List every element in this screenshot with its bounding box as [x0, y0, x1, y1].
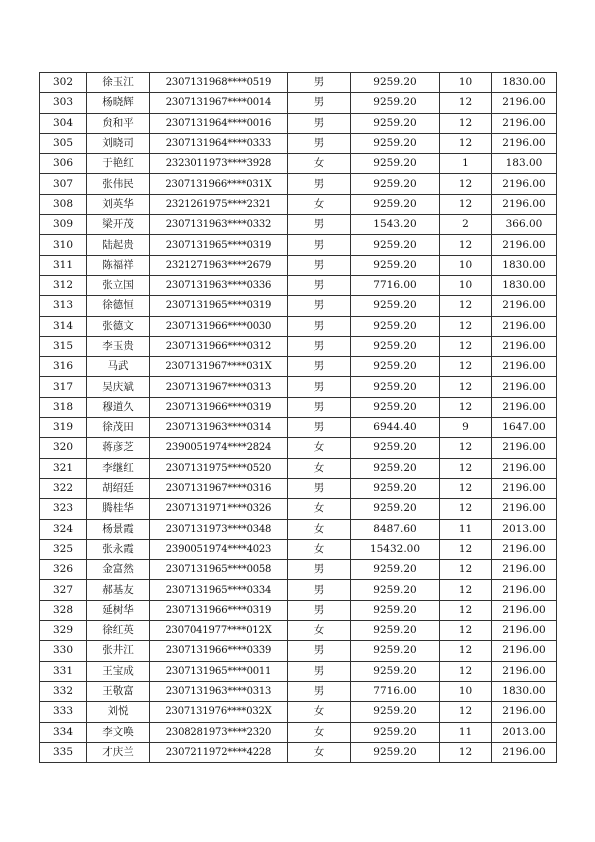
table-row [40, 499, 557, 519]
table-row [40, 519, 557, 539]
gender-cell: 男 [288, 560, 351, 580]
gender-cell: 男 [288, 661, 351, 681]
name-cell: 延树华 [87, 600, 150, 620]
data-table [39, 72, 557, 763]
id-number-cell: 2307131964****0333 [150, 133, 288, 153]
id-number-cell: 2307041977****012X [150, 621, 288, 641]
amount-cell: 6944.40 [351, 418, 440, 438]
months-cell: 12 [440, 93, 492, 113]
id-number-cell: 2307131963****0336 [150, 275, 288, 295]
id-number-cell: 2307131967****031X [150, 357, 288, 377]
months-cell: 12 [440, 742, 492, 762]
table-row [40, 377, 557, 397]
name-cell: 徐德恒 [87, 296, 150, 316]
subsidy-cell: 1830.00 [492, 681, 557, 701]
table-row [40, 255, 557, 275]
table-row [40, 702, 557, 722]
table-row [40, 113, 557, 133]
subsidy-cell: 2196.00 [492, 539, 557, 559]
name-cell: 梁开茂 [87, 215, 150, 235]
gender-cell: 男 [288, 580, 351, 600]
subsidy-cell: 2196.00 [492, 316, 557, 336]
amount-cell: 9259.20 [351, 478, 440, 498]
table-row [40, 133, 557, 153]
row-number: 317 [40, 377, 87, 397]
gender-cell: 男 [288, 478, 351, 498]
gender-cell: 男 [288, 235, 351, 255]
name-cell: 张井江 [87, 641, 150, 661]
id-number-cell: 2321271963****2679 [150, 255, 288, 275]
subsidy-cell: 2196.00 [492, 742, 557, 762]
row-number: 323 [40, 499, 87, 519]
row-number: 321 [40, 458, 87, 478]
name-cell: 徐红英 [87, 621, 150, 641]
table-row [40, 722, 557, 742]
table-row [40, 235, 557, 255]
table-body [40, 73, 557, 763]
months-cell: 12 [440, 621, 492, 641]
name-cell: 杨景霞 [87, 519, 150, 539]
gender-cell: 男 [288, 296, 351, 316]
months-cell: 12 [440, 641, 492, 661]
id-number-cell: 2307131975****0520 [150, 458, 288, 478]
name-cell: 王敬富 [87, 681, 150, 701]
row-number: 333 [40, 702, 87, 722]
months-cell: 12 [440, 235, 492, 255]
amount-cell: 9259.20 [351, 377, 440, 397]
gender-cell: 男 [288, 681, 351, 701]
months-cell: 12 [440, 600, 492, 620]
amount-cell: 15432.00 [351, 539, 440, 559]
row-number: 324 [40, 519, 87, 539]
amount-cell: 9259.20 [351, 621, 440, 641]
name-cell: 刘悦 [87, 702, 150, 722]
id-number-cell: 2307131963****0313 [150, 681, 288, 701]
id-number-cell: 2307131966****0319 [150, 397, 288, 417]
name-cell: 穆道久 [87, 397, 150, 417]
months-cell: 10 [440, 681, 492, 701]
row-number: 316 [40, 357, 87, 377]
name-cell: 陈福祥 [87, 255, 150, 275]
amount-cell: 9259.20 [351, 93, 440, 113]
months-cell: 12 [440, 336, 492, 356]
id-number-cell: 2307131963****0332 [150, 215, 288, 235]
name-cell: 李继红 [87, 458, 150, 478]
row-number: 330 [40, 641, 87, 661]
months-cell: 12 [440, 580, 492, 600]
amount-cell: 9259.20 [351, 113, 440, 133]
id-number-cell: 2308281973****2320 [150, 722, 288, 742]
id-number-cell: 2307131965****0319 [150, 235, 288, 255]
subsidy-cell: 2196.00 [492, 336, 557, 356]
name-cell: 刘英华 [87, 194, 150, 214]
id-number-cell: 2307131965****0334 [150, 580, 288, 600]
amount-cell: 9259.20 [351, 194, 440, 214]
months-cell: 12 [440, 133, 492, 153]
row-number: 332 [40, 681, 87, 701]
amount-cell: 9259.20 [351, 702, 440, 722]
table-row [40, 438, 557, 458]
table-row [40, 275, 557, 295]
id-number-cell: 2307131966****0030 [150, 316, 288, 336]
months-cell: 12 [440, 438, 492, 458]
amount-cell: 9259.20 [351, 600, 440, 620]
gender-cell: 女 [288, 722, 351, 742]
subsidy-cell: 2196.00 [492, 702, 557, 722]
table-row [40, 296, 557, 316]
name-cell: 张永霞 [87, 539, 150, 559]
gender-cell: 女 [288, 458, 351, 478]
table-row [40, 194, 557, 214]
months-cell: 10 [440, 255, 492, 275]
subsidy-cell: 2196.00 [492, 661, 557, 681]
gender-cell: 男 [288, 174, 351, 194]
table-row [40, 418, 557, 438]
subsidy-cell: 2196.00 [492, 621, 557, 641]
gender-cell: 女 [288, 499, 351, 519]
amount-cell: 9259.20 [351, 235, 440, 255]
id-number-cell: 2307131965****0058 [150, 560, 288, 580]
row-number: 313 [40, 296, 87, 316]
amount-cell: 9259.20 [351, 560, 440, 580]
id-number-cell: 2307131965****0319 [150, 296, 288, 316]
gender-cell: 男 [288, 73, 351, 93]
subsidy-cell: 2196.00 [492, 438, 557, 458]
months-cell: 12 [440, 539, 492, 559]
table-row [40, 458, 557, 478]
name-cell: 于艳红 [87, 154, 150, 174]
months-cell: 10 [440, 275, 492, 295]
table-row [40, 73, 557, 93]
row-number: 307 [40, 174, 87, 194]
id-number-cell: 2307131976****032X [150, 702, 288, 722]
amount-cell: 9259.20 [351, 580, 440, 600]
subsidy-cell: 2013.00 [492, 722, 557, 742]
row-number: 306 [40, 154, 87, 174]
months-cell: 12 [440, 194, 492, 214]
name-cell: 徐玉江 [87, 73, 150, 93]
name-cell: 陆起贵 [87, 235, 150, 255]
amount-cell: 1543.20 [351, 215, 440, 235]
months-cell: 12 [440, 702, 492, 722]
table-row [40, 641, 557, 661]
months-cell: 12 [440, 357, 492, 377]
row-number: 325 [40, 539, 87, 559]
name-cell: 徐茂田 [87, 418, 150, 438]
gender-cell: 女 [288, 154, 351, 174]
amount-cell: 7716.00 [351, 681, 440, 701]
row-number: 303 [40, 93, 87, 113]
gender-cell: 女 [288, 702, 351, 722]
table-row [40, 681, 557, 701]
gender-cell: 男 [288, 113, 351, 133]
row-number: 334 [40, 722, 87, 742]
row-number: 310 [40, 235, 87, 255]
name-cell: 吴庆斌 [87, 377, 150, 397]
subsidy-cell: 2196.00 [492, 600, 557, 620]
id-number-cell: 2307131966****0339 [150, 641, 288, 661]
name-cell: 张德文 [87, 316, 150, 336]
months-cell: 12 [440, 316, 492, 336]
row-number: 305 [40, 133, 87, 153]
name-cell: 金富然 [87, 560, 150, 580]
subsidy-cell: 2196.00 [492, 194, 557, 214]
table-row [40, 478, 557, 498]
amount-cell: 9259.20 [351, 499, 440, 519]
subsidy-cell: 183.00 [492, 154, 557, 174]
months-cell: 12 [440, 499, 492, 519]
name-cell: 李玉贵 [87, 336, 150, 356]
table-row [40, 336, 557, 356]
amount-cell: 9259.20 [351, 397, 440, 417]
subsidy-cell: 366.00 [492, 215, 557, 235]
table-row [40, 174, 557, 194]
subsidy-cell: 2196.00 [492, 377, 557, 397]
gender-cell: 男 [288, 397, 351, 417]
table-row [40, 560, 557, 580]
months-cell: 12 [440, 377, 492, 397]
months-cell: 12 [440, 113, 492, 133]
subsidy-cell: 2196.00 [492, 133, 557, 153]
months-cell: 9 [440, 418, 492, 438]
gender-cell: 男 [288, 215, 351, 235]
id-number-cell: 2307131966****031X [150, 174, 288, 194]
gender-cell: 男 [288, 357, 351, 377]
gender-cell: 男 [288, 316, 351, 336]
subsidy-cell: 2196.00 [492, 499, 557, 519]
gender-cell: 女 [288, 438, 351, 458]
table-row [40, 93, 557, 113]
id-number-cell: 2321261975****2321 [150, 194, 288, 214]
id-number-cell: 2307131967****0316 [150, 478, 288, 498]
amount-cell: 9259.20 [351, 357, 440, 377]
subsidy-cell: 1830.00 [492, 275, 557, 295]
amount-cell: 9259.20 [351, 154, 440, 174]
table-row [40, 661, 557, 681]
gender-cell: 女 [288, 194, 351, 214]
amount-cell: 7716.00 [351, 275, 440, 295]
name-cell: 张伟民 [87, 174, 150, 194]
row-number: 329 [40, 621, 87, 641]
subsidy-cell: 1647.00 [492, 418, 557, 438]
id-number-cell: 2307131968****0519 [150, 73, 288, 93]
row-number: 318 [40, 397, 87, 417]
gender-cell: 女 [288, 539, 351, 559]
gender-cell: 男 [288, 336, 351, 356]
row-number: 309 [40, 215, 87, 235]
amount-cell: 9259.20 [351, 296, 440, 316]
table-row [40, 154, 557, 174]
row-number: 315 [40, 336, 87, 356]
name-cell: 王宝成 [87, 661, 150, 681]
subsidy-cell: 2196.00 [492, 397, 557, 417]
row-number: 311 [40, 255, 87, 275]
id-number-cell: 2307131965****0011 [150, 661, 288, 681]
row-number: 327 [40, 580, 87, 600]
months-cell: 12 [440, 661, 492, 681]
months-cell: 10 [440, 73, 492, 93]
name-cell: 胡绍廷 [87, 478, 150, 498]
months-cell: 1 [440, 154, 492, 174]
amount-cell: 9259.20 [351, 661, 440, 681]
id-number-cell: 2307211972****4228 [150, 742, 288, 762]
subsidy-cell: 1830.00 [492, 73, 557, 93]
table-row [40, 397, 557, 417]
gender-cell: 女 [288, 519, 351, 539]
id-number-cell: 2307131973****0348 [150, 519, 288, 539]
name-cell: 李文唤 [87, 722, 150, 742]
gender-cell: 男 [288, 377, 351, 397]
table-row [40, 600, 557, 620]
row-number: 302 [40, 73, 87, 93]
table-row [40, 580, 557, 600]
id-number-cell: 2307131971****0326 [150, 499, 288, 519]
amount-cell: 9259.20 [351, 641, 440, 661]
table-row [40, 539, 557, 559]
months-cell: 12 [440, 560, 492, 580]
subsidy-cell: 1830.00 [492, 255, 557, 275]
name-cell: 蒋彦芝 [87, 438, 150, 458]
id-number-cell: 2307131966****0312 [150, 336, 288, 356]
row-number: 320 [40, 438, 87, 458]
table-row [40, 742, 557, 762]
amount-cell: 9259.20 [351, 438, 440, 458]
gender-cell: 男 [288, 255, 351, 275]
subsidy-cell: 2196.00 [492, 478, 557, 498]
amount-cell: 9259.20 [351, 722, 440, 742]
amount-cell: 9259.20 [351, 742, 440, 762]
months-cell: 11 [440, 722, 492, 742]
gender-cell: 男 [288, 641, 351, 661]
name-cell: 才庆兰 [87, 742, 150, 762]
row-number: 312 [40, 275, 87, 295]
table-row [40, 357, 557, 377]
table-row [40, 215, 557, 235]
row-number: 322 [40, 478, 87, 498]
row-number: 304 [40, 113, 87, 133]
row-number: 308 [40, 194, 87, 214]
row-number: 331 [40, 661, 87, 681]
subsidy-cell: 2196.00 [492, 560, 557, 580]
amount-cell: 9259.20 [351, 336, 440, 356]
subsidy-cell: 2196.00 [492, 580, 557, 600]
id-number-cell: 2390051974****4023 [150, 539, 288, 559]
id-number-cell: 2323011973****3928 [150, 154, 288, 174]
subsidy-cell: 2013.00 [492, 519, 557, 539]
gender-cell: 男 [288, 93, 351, 113]
months-cell: 12 [440, 458, 492, 478]
amount-cell: 9259.20 [351, 73, 440, 93]
id-number-cell: 2307131967****0313 [150, 377, 288, 397]
table-row [40, 316, 557, 336]
gender-cell: 女 [288, 621, 351, 641]
name-cell: 马武 [87, 357, 150, 377]
months-cell: 11 [440, 519, 492, 539]
subsidy-cell: 2196.00 [492, 174, 557, 194]
subsidy-cell: 2196.00 [492, 641, 557, 661]
gender-cell: 男 [288, 600, 351, 620]
months-cell: 12 [440, 478, 492, 498]
subsidy-cell: 2196.00 [492, 235, 557, 255]
name-cell: 张立国 [87, 275, 150, 295]
months-cell: 12 [440, 296, 492, 316]
row-number: 328 [40, 600, 87, 620]
gender-cell: 男 [288, 133, 351, 153]
amount-cell: 9259.20 [351, 316, 440, 336]
subsidy-cell: 2196.00 [492, 93, 557, 113]
gender-cell: 男 [288, 418, 351, 438]
amount-cell: 9259.20 [351, 174, 440, 194]
subsidy-cell: 2196.00 [492, 296, 557, 316]
months-cell: 12 [440, 174, 492, 194]
row-number: 319 [40, 418, 87, 438]
amount-cell: 9259.20 [351, 133, 440, 153]
name-cell: 贠和平 [87, 113, 150, 133]
amount-cell: 8487.60 [351, 519, 440, 539]
months-cell: 2 [440, 215, 492, 235]
months-cell: 12 [440, 397, 492, 417]
name-cell: 腾桂华 [87, 499, 150, 519]
subsidy-cell: 2196.00 [492, 357, 557, 377]
row-number: 314 [40, 316, 87, 336]
id-number-cell: 2307131967****0014 [150, 93, 288, 113]
id-number-cell: 2307131963****0314 [150, 418, 288, 438]
name-cell: 杨晓辉 [87, 93, 150, 113]
amount-cell: 9259.20 [351, 458, 440, 478]
gender-cell: 男 [288, 275, 351, 295]
id-number-cell: 2307131964****0016 [150, 113, 288, 133]
gender-cell: 女 [288, 742, 351, 762]
subsidy-cell: 2196.00 [492, 458, 557, 478]
table-row [40, 621, 557, 641]
id-number-cell: 2307131966****0319 [150, 600, 288, 620]
amount-cell: 9259.20 [351, 255, 440, 275]
row-number: 326 [40, 560, 87, 580]
subsidy-cell: 2196.00 [492, 113, 557, 133]
row-number: 335 [40, 742, 87, 762]
name-cell: 刘晓司 [87, 133, 150, 153]
name-cell: 郝基友 [87, 580, 150, 600]
id-number-cell: 2390051974****2824 [150, 438, 288, 458]
